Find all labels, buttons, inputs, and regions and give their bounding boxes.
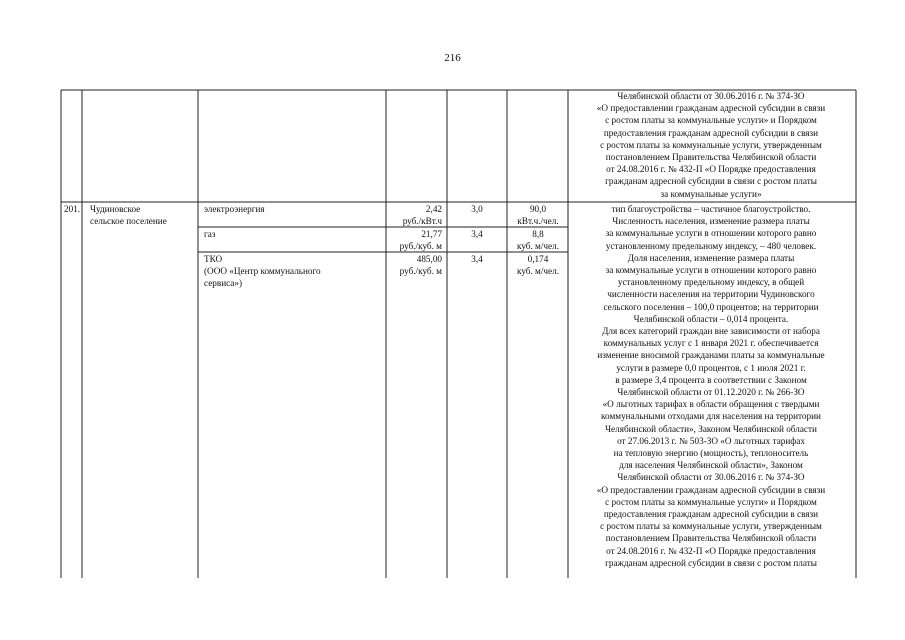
service-name: сервиса») [204,278,243,288]
volume-unit: куб. м/чел. [516,241,560,251]
text-line: постановлением Правительства Челябинской области [605,152,817,163]
text-line: за коммунальные услуги» [660,188,762,199]
index-value: 3,0 [471,204,483,214]
text-line: Челябинской области от 01.12.2020 г. № 266-ЗО [617,387,805,398]
text-line: предоставления гражданам адресной субсидии в связи [603,127,819,138]
text-line: Для всех категорий граждан вне зависимости от набора [602,326,820,337]
volume-value: 90,0 [529,204,547,214]
settlement-name-line2: сельское поселение [90,216,167,226]
text-line: за коммунальные услуги в отношении которого равно [605,228,817,239]
text-line: с ростом платы за коммунальные услуги» и Порядком [605,496,817,507]
text-line: с ростом платы за коммунальные услуги» и Порядком [605,115,817,126]
text-line: коммунальных услуг с 1 января 2021 г. обеспечивается [603,338,819,349]
row-index: 201. [64,204,81,214]
continuation-text [568,90,854,200]
index-value: 3,4 [471,254,483,264]
description-text [568,203,854,569]
text-line: с ростом платы за коммунальные услуги, утвержденным [600,521,822,532]
text-line: для населения Челябинской области», Законом [619,460,803,471]
text-line: от 24.08.2016 г. № 432-П «О Порядке предоставления [606,164,816,175]
text-line: изменение вносимой гражданами платы за коммунальные [597,350,825,361]
text-line: «О предоставлении гражданам адресной субсидии в связи [596,484,826,495]
text-line: «О предоставлении гражданам адресной субсидии в связи [596,103,826,114]
text-line: «О льготных тарифах в области обращения с твердыми [602,399,820,410]
tariff-unit: руб./куб. м [399,266,442,276]
text-line: гражданам адресной субсидии в связи с ростом платы [605,557,817,568]
tariff-value: 21,77 [421,229,442,239]
service-name: (ООО «Центр коммунального [204,266,321,276]
text-line: численности населения на территории Чудиновского [607,289,815,300]
service-name: газ [204,229,216,239]
volume-unit: куб. м/чел. [516,266,560,276]
text-line: на тепловую энергию (мощность), теплоноситель [613,448,809,459]
tariff-unit: руб./кВт.ч [402,216,442,226]
tariff-value: 2,42 [425,204,442,214]
text-line: тип благоустройства – частичное благоустройство. [611,204,811,214]
index-value: 3,4 [471,229,483,239]
text-line: постановлением Правительства Челябинской области [605,533,817,544]
text-line: услуги в размере 0,0 процентов, с 1 июля 2021 г. [616,362,806,373]
text-line: от 27.06.2013 г. № 503-ЗО «О льготных тарифах [617,435,805,446]
text-line: от 24.08.2016 г. № 432-П «О Порядке предоставления [606,545,816,556]
volume-value: 0,174 [527,254,549,264]
page-number: 216 [444,52,461,64]
text-line: Челябинской области от 30.06.2016 г. № 374-ЗО [617,91,805,101]
tariff-value: 485,00 [416,254,442,264]
text-line: Челябинской области – 0,014 процента. [633,313,789,324]
volume-value: 8,8 [532,229,544,239]
text-line: гражданам адресной субсидии в связи с ростом платы [605,176,817,187]
settlement-name-line1: Чудиновское [90,204,141,214]
text-line: за коммунальные услуги в отношении которого равно [605,265,817,276]
text-line: предоставления гражданам адресной субсидии в связи [603,509,819,520]
text-line: с ростом платы за коммунальные услуги, утвержденным [600,139,822,150]
text-line: установленному предельному индексу, – 480 человек. [605,240,817,251]
text-line: коммунальными отходами для населения на территории [601,411,821,422]
service-name: электроэнергия [204,204,265,214]
text-line: Челябинской области», Законом Челябинской области [605,423,817,434]
text-line: в размере 3,4 процента в соответствии с Законом [615,374,807,385]
text-line: установленному предельному индексу, в общей [617,277,805,288]
tariff-unit: руб./куб. м [399,241,442,251]
text-line: Доля населения, изменение размера платы [627,252,795,263]
text-line: сельского поселения – 100,0 процентов; на территории [603,301,819,312]
text-line: Челябинской области от 30.06.2016 г. № 374-ЗО [617,472,805,483]
service-name: ТКО [204,254,223,264]
volume-unit: кВт.ч./чел. [517,216,559,226]
text-line: Численность населения, изменение размера платы [612,216,810,227]
